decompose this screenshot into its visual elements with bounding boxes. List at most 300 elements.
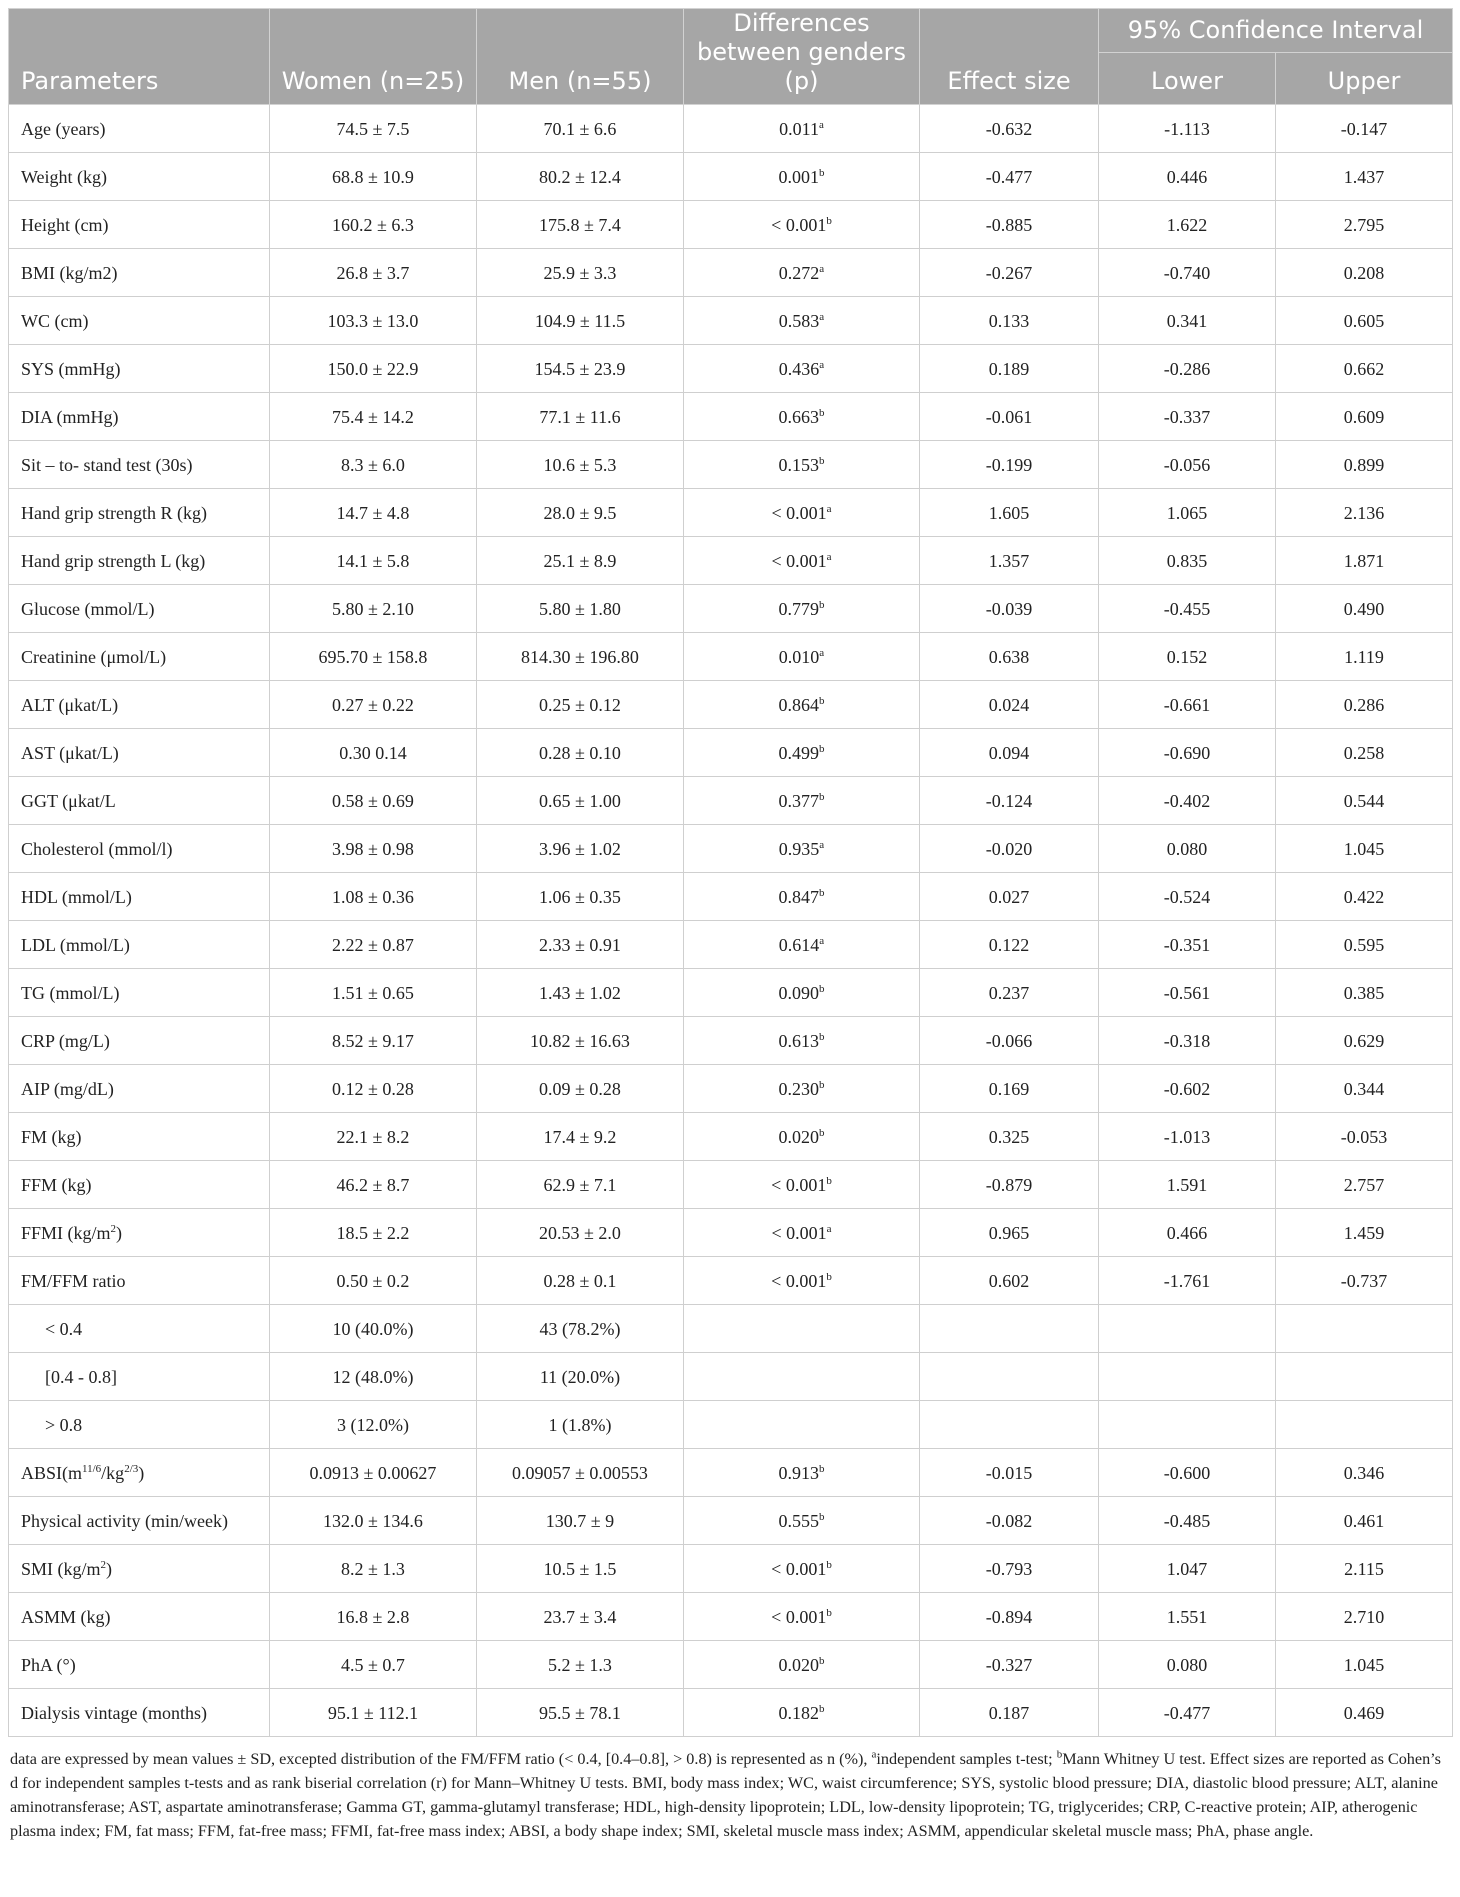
cell-ci-lower: 0.152 [1099, 633, 1276, 681]
cell-ci-upper: -0.737 [1276, 1257, 1453, 1305]
cell-men: 154.5 ± 23.9 [477, 345, 684, 393]
cell-ci-lower: 0.341 [1099, 297, 1276, 345]
p-value-superscript: a [826, 550, 832, 563]
cell-p-value [684, 681, 920, 729]
parameter-superscript: 2 [100, 1558, 107, 1571]
footnote-sup-b: b [1056, 1748, 1063, 1761]
cell-parameter [9, 489, 270, 537]
cell-effect-size: -0.327 [920, 1641, 1099, 1689]
p-value-superscript: b [819, 742, 825, 755]
p-value-text: 0.555 [778, 1510, 819, 1531]
table-row [9, 249, 1453, 297]
cell-men: 80.2 ± 12.4 [477, 153, 684, 201]
cell-p-value [684, 153, 920, 201]
cell-parameter [9, 105, 270, 153]
cell-men: 1 (1.8%) [477, 1401, 684, 1449]
parameter-text: AST (μkat/L) [21, 742, 119, 763]
parameter-text: DIA (mmHg) [21, 406, 119, 427]
p-value-superscript: a [819, 934, 825, 947]
cell-ci-upper: 0.346 [1276, 1449, 1453, 1497]
cell-effect-size: -0.477 [920, 153, 1099, 201]
cell-p-value [684, 1161, 920, 1209]
cell-ci-upper: 1.045 [1276, 1641, 1453, 1689]
cell-ci-lower: -0.524 [1099, 873, 1276, 921]
table-row [9, 729, 1453, 777]
cell-parameter [9, 345, 270, 393]
cell-ci-upper: -0.147 [1276, 105, 1453, 153]
cell-p-value [684, 249, 920, 297]
p-value-superscript: b [826, 1606, 832, 1619]
parameter-superscript: 11/6 [82, 1462, 102, 1475]
cell-ci-upper: 0.461 [1276, 1497, 1453, 1545]
table-row [9, 1449, 1453, 1497]
p-value-superscript: a [819, 646, 825, 659]
cell-women: 1.51 ± 0.65 [270, 969, 477, 1017]
cell-ci-upper: 2.757 [1276, 1161, 1453, 1209]
cell-p-value [684, 1641, 920, 1689]
table-row [9, 921, 1453, 969]
table-row [9, 1305, 1453, 1353]
cell-parameter [9, 1353, 270, 1401]
cell-men: 10.6 ± 5.3 [477, 441, 684, 489]
cell-ci-upper: 1.459 [1276, 1209, 1453, 1257]
cell-ci-lower: 1.065 [1099, 489, 1276, 537]
cell-p-value [684, 1113, 920, 1161]
cell-men: 0.09 ± 0.28 [477, 1065, 684, 1113]
cell-women: 695.70 ± 158.8 [270, 633, 477, 681]
p-value-superscript: b [819, 406, 825, 419]
p-value-text: 0.153 [778, 454, 819, 475]
cell-p-value [684, 1353, 920, 1401]
cell-men: 95.5 ± 78.1 [477, 1689, 684, 1737]
p-value-superscript: a [819, 262, 825, 275]
p-value-superscript: b [819, 982, 825, 995]
cell-p-value [684, 441, 920, 489]
p-value-text: < 0.001 [771, 1174, 827, 1195]
cell-effect-size: 0.325 [920, 1113, 1099, 1161]
cell-ci-lower: -0.318 [1099, 1017, 1276, 1065]
parameter-text: Weight (kg) [21, 166, 108, 187]
cell-p-value [684, 489, 920, 537]
table-row [9, 489, 1453, 537]
p-value-superscript: a [818, 118, 824, 131]
cell-ci-lower: -0.561 [1099, 969, 1276, 1017]
cell-ci-lower: 0.466 [1099, 1209, 1276, 1257]
cell-parameter [9, 1017, 270, 1065]
parameter-text: < 0.4 [45, 1318, 83, 1339]
parameter-text: CRP (mg/L) [21, 1030, 110, 1051]
cell-ci-upper: 0.469 [1276, 1689, 1453, 1737]
cell-effect-size: 0.094 [920, 729, 1099, 777]
cell-parameter [9, 1305, 270, 1353]
table-row [9, 1689, 1453, 1737]
cell-parameter [9, 297, 270, 345]
p-value-superscript: b [819, 790, 825, 803]
cell-ci-upper: 2.115 [1276, 1545, 1453, 1593]
p-value-text: 0.864 [778, 694, 819, 715]
cell-ci-upper: 0.422 [1276, 873, 1453, 921]
table-row [9, 1065, 1453, 1113]
header-women: Women (n=25) [270, 9, 477, 105]
cell-men: 3.96 ± 1.02 [477, 825, 684, 873]
cell-effect-size: 1.605 [920, 489, 1099, 537]
cell-men: 104.9 ± 11.5 [477, 297, 684, 345]
p-value-text: 0.847 [778, 886, 819, 907]
p-value-text: 0.020 [778, 1126, 819, 1147]
cell-p-value [684, 1065, 920, 1113]
cell-parameter [9, 1689, 270, 1737]
cell-ci-lower: 1.551 [1099, 1593, 1276, 1641]
cell-effect-size: -0.066 [920, 1017, 1099, 1065]
cell-men: 814.30 ± 196.80 [477, 633, 684, 681]
table-row [9, 1353, 1453, 1401]
parameter-text: SYS (mmHg) [21, 358, 121, 379]
cell-p-value [684, 1497, 920, 1545]
cell-ci-upper: 0.208 [1276, 249, 1453, 297]
cell-women: 3.98 ± 0.98 [270, 825, 477, 873]
cell-effect-size: 0.122 [920, 921, 1099, 969]
p-value-text: 0.272 [778, 262, 820, 283]
cell-ci-upper: 0.899 [1276, 441, 1453, 489]
cell-effect-size: -0.124 [920, 777, 1099, 825]
cell-ci-upper: 1.045 [1276, 825, 1453, 873]
cell-ci-lower [1099, 1305, 1276, 1353]
cell-ci-lower: -0.477 [1099, 1689, 1276, 1737]
table-row [9, 825, 1453, 873]
cell-women: 95.1 ± 112.1 [270, 1689, 477, 1737]
footnote-part1: data are expressed by mean values ± SD, excepted distribution of the FM/FFM ratio (< 0.4, [0.4–0.8], > 0.8) is represented as n (%), [10, 1750, 872, 1768]
cell-women: 132.0 ± 134.6 [270, 1497, 477, 1545]
cell-effect-size: 0.638 [920, 633, 1099, 681]
p-value-text: 0.614 [778, 934, 820, 955]
parameter-text: [0.4 - 0.8] [45, 1366, 117, 1387]
cell-ci-lower: -1.761 [1099, 1257, 1276, 1305]
cell-men: 130.7 ± 9 [477, 1497, 684, 1545]
cell-ci-lower: 1.622 [1099, 201, 1276, 249]
p-value-superscript: b [819, 1654, 825, 1667]
cell-p-value [684, 585, 920, 633]
cell-women: 0.0913 ± 0.00627 [270, 1449, 477, 1497]
cell-women: 46.2 ± 8.7 [270, 1161, 477, 1209]
cell-parameter [9, 1257, 270, 1305]
cell-effect-size [920, 1401, 1099, 1449]
cell-women: 22.1 ± 8.2 [270, 1113, 477, 1161]
p-value-superscript: b [819, 1702, 825, 1715]
table-row [9, 1497, 1453, 1545]
cell-men: 5.2 ± 1.3 [477, 1641, 684, 1689]
cell-effect-size: 0.133 [920, 297, 1099, 345]
header-lower: Lower [1099, 52, 1276, 104]
p-value-superscript: b [826, 1270, 832, 1283]
cell-ci-upper: 1.871 [1276, 537, 1453, 585]
parameter-text: Sit – to- stand test (30s) [21, 454, 193, 475]
parameter-text: Age (years) [21, 118, 106, 139]
p-value-superscript: b [819, 1078, 825, 1091]
cell-ci-upper: 0.662 [1276, 345, 1453, 393]
cell-ci-upper [1276, 1401, 1453, 1449]
footnote-part3: Mann Whitney U test. Effect sizes are reported as Cohen’s d for independent samples t-tests and as rank biserial correlation (r) for Mann–Whitney U tests. BMI, body mass index; WC, waist circumference; SYS, systolic blood pressure; DIA, diastolic blood pressure; ALT, alanine aminotransferase; AST, aspartate aminotransferase; Gamma GT, gamma-glutamyl transferase; HDL, high-density lipoprotein; LDL, low-density lipoprotein; TG, triglycerides; CRP, C-reactive protein; AIP, atherogenic plasma index; FM, fat mass; FFM, fat-free mass; FFMI, fat-free mass index; ABSI, a body shape index; SMI, skeletal muscle mass index; ASMM, appendicular skeletal muscle mass; PhA, phase angle. [10, 1750, 1441, 1840]
cell-p-value [684, 1689, 920, 1737]
cell-men: 17.4 ± 9.2 [477, 1113, 684, 1161]
table-row [9, 1257, 1453, 1305]
cell-men: 175.8 ± 7.4 [477, 201, 684, 249]
p-value-text: 0.182 [778, 1702, 819, 1723]
p-value-text: < 0.001 [771, 550, 827, 571]
cell-women: 74.5 ± 7.5 [270, 105, 477, 153]
p-value-superscript: a [819, 838, 825, 851]
table-row [9, 441, 1453, 489]
parameter-text: HDL (mmol/L) [21, 886, 132, 907]
cell-effect-size [920, 1305, 1099, 1353]
parameter-text: FFM (kg) [21, 1174, 92, 1195]
p-value-superscript: b [826, 1558, 832, 1571]
p-value-superscript: a [819, 310, 825, 323]
cell-men: 77.1 ± 11.6 [477, 393, 684, 441]
header-effect-size: Effect size [920, 9, 1099, 105]
parameter-text: Cholesterol (mmol/l) [21, 838, 173, 859]
table-row [9, 1113, 1453, 1161]
cell-p-value [684, 537, 920, 585]
p-value-superscript: b [819, 694, 825, 707]
table-row [9, 1401, 1453, 1449]
parameter-text: Dialysis vintage (months) [21, 1702, 207, 1723]
cell-ci-lower [1099, 1401, 1276, 1449]
p-value-superscript: b [819, 166, 825, 179]
cell-ci-lower: -0.351 [1099, 921, 1276, 969]
cell-p-value [684, 1593, 920, 1641]
parameter-text: SMI (kg/m [21, 1558, 101, 1579]
cell-women: 150.0 ± 22.9 [270, 345, 477, 393]
cell-ci-lower: -1.113 [1099, 105, 1276, 153]
cell-p-value [684, 345, 920, 393]
footnote-part2: independent samples t-test; [876, 1750, 1057, 1768]
cell-parameter [9, 249, 270, 297]
p-value-text: 0.436 [778, 358, 820, 379]
cell-men: 10.5 ± 1.5 [477, 1545, 684, 1593]
cell-effect-size: 0.189 [920, 345, 1099, 393]
cell-women: 8.2 ± 1.3 [270, 1545, 477, 1593]
p-value-superscript: b [826, 1174, 832, 1187]
header-parameters: Parameters [9, 9, 270, 105]
parameter-text: LDL (mmol/L) [21, 934, 130, 955]
table-row [9, 585, 1453, 633]
cell-women: 103.3 ± 13.0 [270, 297, 477, 345]
cell-parameter [9, 1401, 270, 1449]
cell-men: 5.80 ± 1.80 [477, 585, 684, 633]
cell-ci-lower: 1.047 [1099, 1545, 1276, 1593]
cell-women: 5.80 ± 2.10 [270, 585, 477, 633]
cell-men: 11 (20.0%) [477, 1353, 684, 1401]
cell-men: 25.9 ± 3.3 [477, 249, 684, 297]
table-footnote [8, 1747, 1450, 1843]
p-value-text: 0.913 [778, 1462, 819, 1483]
cell-ci-upper: 0.595 [1276, 921, 1453, 969]
table-header [9, 9, 1453, 105]
cell-parameter [9, 969, 270, 1017]
parameter-text: WC (cm) [21, 310, 89, 331]
parameter-text: BMI (kg/m2) [21, 262, 118, 283]
cell-women: 160.2 ± 6.3 [270, 201, 477, 249]
table-row [9, 1641, 1453, 1689]
cell-p-value [684, 969, 920, 1017]
parameter-text: TG (mmol/L) [21, 982, 120, 1003]
p-value-superscript: b [819, 454, 825, 467]
cell-men: 20.53 ± 2.0 [477, 1209, 684, 1257]
parameter-superscript: 2 [110, 1222, 117, 1235]
cell-effect-size: 0.169 [920, 1065, 1099, 1113]
cell-women: 26.8 ± 3.7 [270, 249, 477, 297]
header-upper: Upper [1276, 52, 1453, 104]
parameter-text: Creatinine (μmol/L) [21, 646, 167, 667]
cell-women: 75.4 ± 14.2 [270, 393, 477, 441]
cell-men: 28.0 ± 9.5 [477, 489, 684, 537]
table-row [9, 1593, 1453, 1641]
cell-men: 1.06 ± 0.35 [477, 873, 684, 921]
p-value-superscript: b [819, 1510, 825, 1523]
cell-women: 12 (48.0%) [270, 1353, 477, 1401]
cell-parameter [9, 873, 270, 921]
p-value-text: 0.011 [779, 118, 819, 139]
cell-ci-lower: 0.446 [1099, 153, 1276, 201]
p-value-text: 0.020 [778, 1654, 819, 1675]
cell-effect-size: 0.965 [920, 1209, 1099, 1257]
cell-p-value [684, 1401, 920, 1449]
cell-men: 25.1 ± 8.9 [477, 537, 684, 585]
cell-p-value [684, 1017, 920, 1065]
cell-p-value [684, 777, 920, 825]
parameter-text: FM/FFM ratio [21, 1270, 126, 1291]
cell-ci-upper: 2.795 [1276, 201, 1453, 249]
parameter-text: FFMI (kg/m [21, 1222, 111, 1243]
cell-effect-size: -0.015 [920, 1449, 1099, 1497]
parameter-text: FM (kg) [21, 1126, 82, 1147]
p-value-text: < 0.001 [771, 1270, 827, 1291]
p-value-text: 0.613 [778, 1030, 819, 1051]
cell-p-value [684, 1209, 920, 1257]
cell-effect-size: 1.357 [920, 537, 1099, 585]
cell-parameter [9, 1449, 270, 1497]
cell-effect-size: -0.061 [920, 393, 1099, 441]
cell-effect-size: -0.879 [920, 1161, 1099, 1209]
cell-parameter [9, 153, 270, 201]
parameter-text: ABSI(m [21, 1462, 83, 1483]
cell-women: 3 (12.0%) [270, 1401, 477, 1449]
cell-effect-size: -0.793 [920, 1545, 1099, 1593]
parameter-text: /kg [101, 1462, 125, 1483]
cell-ci-lower: 0.835 [1099, 537, 1276, 585]
p-value-text: 0.779 [778, 598, 819, 619]
cell-women: 14.1 ± 5.8 [270, 537, 477, 585]
p-value-text: 0.230 [778, 1078, 819, 1099]
cell-ci-lower: -1.013 [1099, 1113, 1276, 1161]
parameter-text: PhA (°) [21, 1654, 76, 1675]
header-differences: Differences between genders (p) [684, 9, 920, 105]
cell-p-value [684, 393, 920, 441]
cell-women: 18.5 ± 2.2 [270, 1209, 477, 1257]
cell-women: 0.12 ± 0.28 [270, 1065, 477, 1113]
cell-women: 0.30 0.14 [270, 729, 477, 777]
cell-effect-size: 0.027 [920, 873, 1099, 921]
p-value-text: 0.001 [778, 166, 819, 187]
cell-effect-size: -0.894 [920, 1593, 1099, 1641]
cell-p-value [684, 1449, 920, 1497]
table-body [9, 105, 1453, 1737]
cell-men: 0.28 ± 0.10 [477, 729, 684, 777]
cell-ci-upper: 1.119 [1276, 633, 1453, 681]
cell-ci-lower: -0.337 [1099, 393, 1276, 441]
cell-effect-size: 0.237 [920, 969, 1099, 1017]
results-table [8, 8, 1453, 1737]
cell-parameter [9, 633, 270, 681]
cell-ci-upper: 0.544 [1276, 777, 1453, 825]
cell-p-value [684, 921, 920, 969]
header-confidence-interval: 95% Confidence Interval [1099, 9, 1453, 53]
cell-ci-lower: -0.602 [1099, 1065, 1276, 1113]
table-row [9, 537, 1453, 585]
cell-p-value [684, 201, 920, 249]
cell-parameter [9, 393, 270, 441]
cell-effect-size: -0.885 [920, 201, 1099, 249]
parameter-text: ) [116, 1222, 123, 1243]
cell-ci-upper: 0.385 [1276, 969, 1453, 1017]
cell-effect-size: -0.267 [920, 249, 1099, 297]
cell-ci-lower: -0.661 [1099, 681, 1276, 729]
cell-p-value [684, 1545, 920, 1593]
cell-ci-lower: 0.080 [1099, 1641, 1276, 1689]
cell-effect-size: 0.602 [920, 1257, 1099, 1305]
cell-ci-lower: -0.690 [1099, 729, 1276, 777]
cell-p-value [684, 825, 920, 873]
cell-men: 0.65 ± 1.00 [477, 777, 684, 825]
cell-ci-lower: 1.591 [1099, 1161, 1276, 1209]
cell-men: 62.9 ± 7.1 [477, 1161, 684, 1209]
p-value-text: < 0.001 [771, 502, 827, 523]
cell-ci-lower [1099, 1353, 1276, 1401]
table-row [9, 153, 1453, 201]
p-value-superscript: a [826, 1222, 832, 1235]
table-row [9, 1017, 1453, 1065]
cell-ci-upper: 0.490 [1276, 585, 1453, 633]
cell-effect-size: -0.039 [920, 585, 1099, 633]
cell-parameter [9, 1641, 270, 1689]
cell-parameter [9, 1545, 270, 1593]
cell-ci-lower: -0.402 [1099, 777, 1276, 825]
cell-men: 23.7 ± 3.4 [477, 1593, 684, 1641]
cell-effect-size: -0.199 [920, 441, 1099, 489]
cell-ci-upper: 0.344 [1276, 1065, 1453, 1113]
cell-men: 43 (78.2%) [477, 1305, 684, 1353]
cell-ci-lower: -0.056 [1099, 441, 1276, 489]
cell-ci-upper: 0.258 [1276, 729, 1453, 777]
cell-p-value [684, 1305, 920, 1353]
cell-parameter [9, 537, 270, 585]
table-row [9, 681, 1453, 729]
p-value-text: 0.090 [778, 982, 819, 1003]
table-row [9, 633, 1453, 681]
cell-men: 0.25 ± 0.12 [477, 681, 684, 729]
p-value-text: < 0.001 [771, 1606, 827, 1627]
cell-p-value [684, 297, 920, 345]
p-value-superscript: b [819, 598, 825, 611]
parameter-text: ) [106, 1558, 113, 1579]
cell-ci-upper: 2.710 [1276, 1593, 1453, 1641]
cell-ci-upper [1276, 1353, 1453, 1401]
cell-women: 68.8 ± 10.9 [270, 153, 477, 201]
parameter-text: Physical activity (min/week) [21, 1510, 228, 1531]
cell-parameter [9, 1113, 270, 1161]
p-value-text: 0.935 [778, 838, 820, 859]
parameter-text: ASMM (kg) [21, 1606, 111, 1627]
